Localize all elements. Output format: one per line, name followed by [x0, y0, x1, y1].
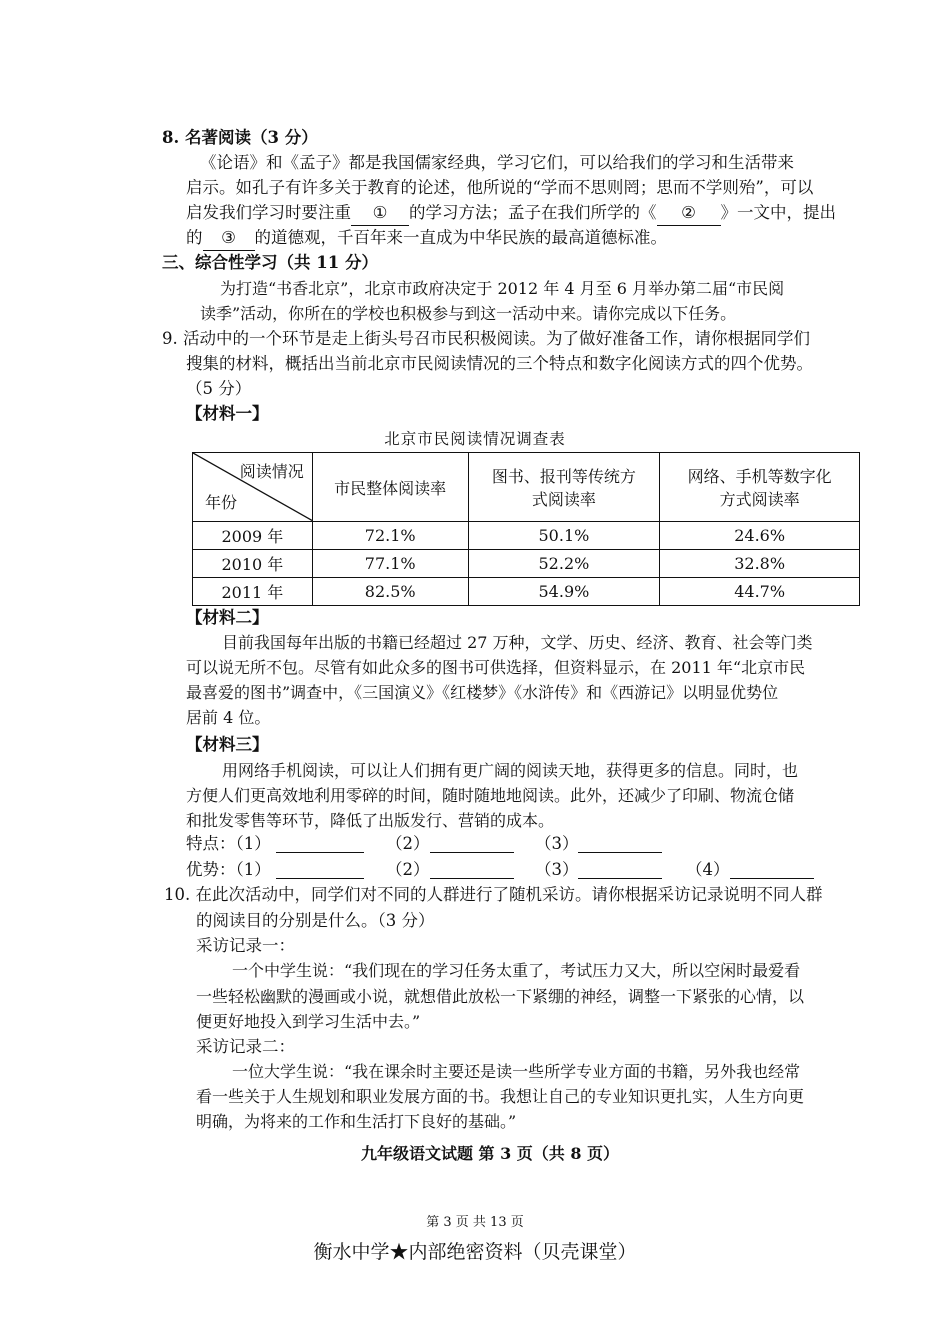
table-corner-cell — [193, 453, 313, 522]
corner-label-reading: 阅读情况 — [239, 462, 304, 481]
feature-1-number: （1） — [235, 834, 271, 853]
reading-survey-table — [192, 452, 860, 606]
q8-line-3 — [186, 201, 836, 226]
feature-2-blank[interactable] — [430, 836, 514, 853]
cell-overall: 82.5% — [312, 578, 468, 606]
feature-1-blank[interactable] — [276, 836, 364, 853]
q9-line-2: 搜集的材料，概括出当前北京市民阅读情况的三个特点和数字化阅读方式的四个优势。 — [186, 354, 813, 373]
interview-1-title: 采访记录一： — [196, 936, 295, 955]
q8-title: 8. 名著阅读（3 分） — [162, 128, 318, 147]
header-traditional: 图书、报刊等传统方式阅读率 — [468, 453, 660, 522]
advantage-4-blank[interactable] — [730, 862, 814, 879]
header-overall: 市民整体阅读率 — [312, 453, 468, 522]
q9-line-1: 9. 活动中的一个环节是走上街头号召市民积极阅读。为了做好准备工作，请你根据同学们 — [162, 329, 810, 348]
q8-line-1: 《论语》和《孟子》都是我国儒家经典，学习它们，可以给我们的学习和生活带来 — [200, 153, 794, 172]
interview-1-line-1: 一个中学生说：“我们现在的学习任务太重了，考试压力又大，所以空闲时最爱看 — [232, 961, 801, 980]
cell-overall: 72.1% — [312, 522, 468, 550]
section3-intro-2: 读季”活动，你所在的学校也积极参与到这一活动中来。请你完成以下任务。 — [200, 304, 737, 323]
material-2-line-1: 目前我国每年出版的书籍已经超过 27 万种，文学、历史、经济、教育、社会等门类 — [222, 633, 813, 652]
advantages-answer-line — [186, 858, 271, 882]
material-3-line-3: 和批发零售等环节，降低了出版发行、营销的成本。 — [186, 811, 555, 830]
features-answer-line — [186, 832, 271, 856]
advantage-3-blank[interactable] — [578, 862, 662, 879]
section3-intro-1: 为打造“书香北京”，北京市政府决定于 2012 年 4 月至 6 月举办第二届“市民阅 — [220, 279, 785, 298]
section3-title: 三、综合性学习（共 11 分） — [162, 253, 378, 272]
watermark-text: 衡水中学★内部绝密资料（贝壳课堂） — [313, 1241, 637, 1263]
corner-label-year: 年份 — [205, 493, 238, 512]
material-3-line-1: 用网络手机阅读，可以让人们拥有更广阔的阅读天地，获得更多的信息。同时，也 — [222, 761, 799, 780]
advantage-2-number: （2） — [386, 860, 430, 879]
q8-line-3c: 》一文中，提出 — [720, 203, 836, 222]
material-1-label: 【材料一】 — [186, 404, 269, 423]
q9-line-3: （5 分） — [186, 379, 252, 398]
interview-1-line-2: 一些轻松幽默的漫画或小说，就想借此放松一下紧绷的神经，调整一下紧张的心情，以 — [196, 987, 805, 1006]
interview-2-line-1: 一位大学生说：“我在课余时主要还是读一些所学专业方面的书籍，另外我也经常 — [232, 1062, 801, 1081]
material-2-line-4: 居前 4 位。 — [186, 708, 271, 727]
feature-3-blank[interactable] — [578, 836, 662, 853]
interview-2-line-2: 看一些关于人生规划和职业发展方面的书。我想让自己的专业知识更扎实，人生方向更 — [196, 1087, 805, 1106]
advantage-1-number: （1） — [235, 860, 271, 879]
header-digital: 网络、手机等数字化方式阅读率 — [660, 453, 860, 522]
table-row — [193, 550, 860, 578]
cell-year: 2011 年 — [193, 578, 313, 606]
q8-line-4b: 的道德观，千百年来一直成为中华民族的最高道德标准。 — [254, 228, 667, 247]
q8-blank-1: ① — [351, 201, 409, 226]
advantage-3-number: （3） — [535, 860, 579, 879]
cell-year: 2009 年 — [193, 522, 313, 550]
table-row — [193, 522, 860, 550]
q8-line-3a: 启发我们学习时要注重 — [186, 203, 351, 222]
q8-line-4a: 的 — [186, 228, 203, 247]
material-2-line-2: 可以说无所不包。尽管有如此众多的图书可供选择，但资料显示，在 2011 年“北京市民 — [186, 658, 806, 677]
material-3-label: 【材料三】 — [186, 735, 269, 754]
cell-traditional: 50.1% — [468, 522, 660, 550]
features-label: 特点： — [186, 834, 236, 853]
advantage-4-number: （4） — [686, 860, 730, 879]
advantage-2-blank[interactable] — [430, 862, 514, 879]
q8-blank-3: ③ — [203, 226, 255, 251]
cell-overall: 77.1% — [312, 550, 468, 578]
interview-2-line-3: 明确，为将来的工作和生活打下良好的基础。” — [196, 1112, 517, 1131]
q10-line-2: 的阅读目的分别是什么。（3 分） — [196, 911, 435, 930]
table-header-row — [193, 453, 860, 522]
material-3-line-2: 方便人们更高效地利用零碎的时间，随时随地地阅读。此外，还减少了印刷、物流仓储 — [186, 786, 795, 805]
feature-3-number: （3） — [535, 834, 579, 853]
cell-traditional: 54.9% — [468, 578, 660, 606]
q8-line-4 — [186, 226, 667, 251]
feature-2-number: （2） — [386, 834, 430, 853]
table-row — [193, 578, 860, 606]
cell-year: 2010 年 — [193, 550, 313, 578]
cell-traditional: 52.2% — [468, 550, 660, 578]
cell-digital: 24.6% — [660, 522, 860, 550]
q8-line-2: 启示。如孔子有许多关于教育的论述，他所说的“学而不思则罔；思而不学则殆”，可以 — [186, 178, 814, 197]
advantages-label: 优势： — [186, 860, 236, 879]
material-2-label: 【材料二】 — [186, 608, 269, 627]
q8-blank-2: ② — [657, 201, 721, 226]
document-page-number: 第 3 页 共 13 页 — [426, 1215, 524, 1230]
material-2-line-3: 最喜爱的图书”调查中，《三国演义》《红楼梦》《水浒传》和《西游记》以明显优势位 — [186, 683, 779, 702]
q8-line-3b: 的学习方法；孟子在我们所学的《 — [409, 203, 657, 222]
advantage-1-blank[interactable] — [276, 862, 364, 879]
interview-2-title: 采访记录二： — [196, 1037, 295, 1056]
cell-digital: 44.7% — [660, 578, 860, 606]
exam-page-number: 九年级语文试题 第 3 页（共 8 页） — [360, 1144, 620, 1163]
interview-1-line-3: 便更好地投入到学习生活中去。” — [196, 1012, 421, 1031]
q10-line-1: 10. 在此次活动中，同学们对不同的人群进行了随机采访。请你根据采访记录说明不同人群 — [164, 885, 823, 904]
table-caption: 北京市民阅读情况调查表 — [384, 430, 566, 448]
cell-digital: 32.8% — [660, 550, 860, 578]
